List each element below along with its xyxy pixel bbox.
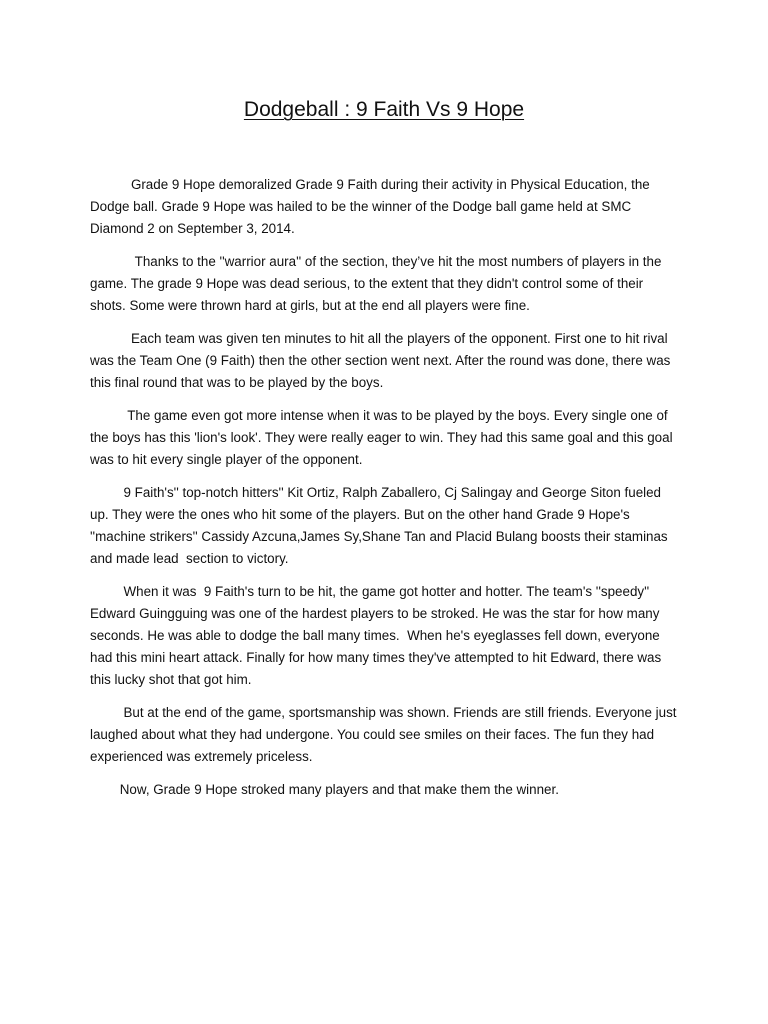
paragraph-7: But at the end of the game, sportsmanship was shown. Friends are still friends. Everyone just laughed about what they had undergone. You could see smiles on their faces. The fun they had experienced was extremely priceless.	[90, 705, 681, 764]
paragraph-3: Each team was given ten minutes to hit all the players of the opponent. First one to hit rival was the Team One (9 Faith) then the other section went next. After the round was done, there was this final round that was to be played by the boys.	[90, 331, 675, 390]
paragraph-4: The game even got more intense when it was to be played by the boys. Every single one of the boys has this 'lion's look'. They were really eager to win. They had this same goal and this goal was to hit every single player of the opponent.	[90, 408, 677, 467]
paragraph-8: Now, Grade 9 Hope stroked many players and that make them the winner.	[90, 782, 559, 797]
article-body	[90, 174, 680, 812]
paragraph-1: Grade 9 Hope demoralized Grade 9 Faith during their activity in Physical Education, the Dodge ball. Grade 9 Hope was hailed to be the winner of the Dodge ball game held at SMC Diamond 2 on September 3, 2014.	[90, 177, 654, 236]
paragraph-5: 9 Faith's'' top-notch hitters'' Kit Ortiz, Ralph Zaballero, Cj Salingay and George Siton fueled up. They were the ones who hit some of the players. But on the other hand Grade 9 Hope's ''machine strikers'' Cassidy Azcuna,James Sy,Shane Tan and Placid Bulang boosts their staminas and made lead section to victory.	[90, 485, 672, 566]
paragraph-2: Thanks to the ''warrior aura'' of the section, they’ve hit the most numbers of players in the game. The grade 9 Hope was dead serious, to the extent that they didn't control some of their shots. Some were thrown hard at girls, but at the end all players were fine.	[90, 254, 666, 313]
document-title-text: Dodgeball : 9 Faith Vs 9 Hope	[243, 98, 525, 121]
document-title	[0, 96, 768, 124]
paragraph-6: When it was 9 Faith's turn to be hit, the game got hotter and hotter. The team's ''speedy'' Edward Guingguing was one of the hardest players to be stroked. He was the star for how many seconds. He was able to dodge the ball many times. When he's eyeglasses fell down, everyone had this mini heart attack. Finally for how many times they've attempted to hit Edward, there was this lucky shot that got him.	[90, 584, 665, 687]
